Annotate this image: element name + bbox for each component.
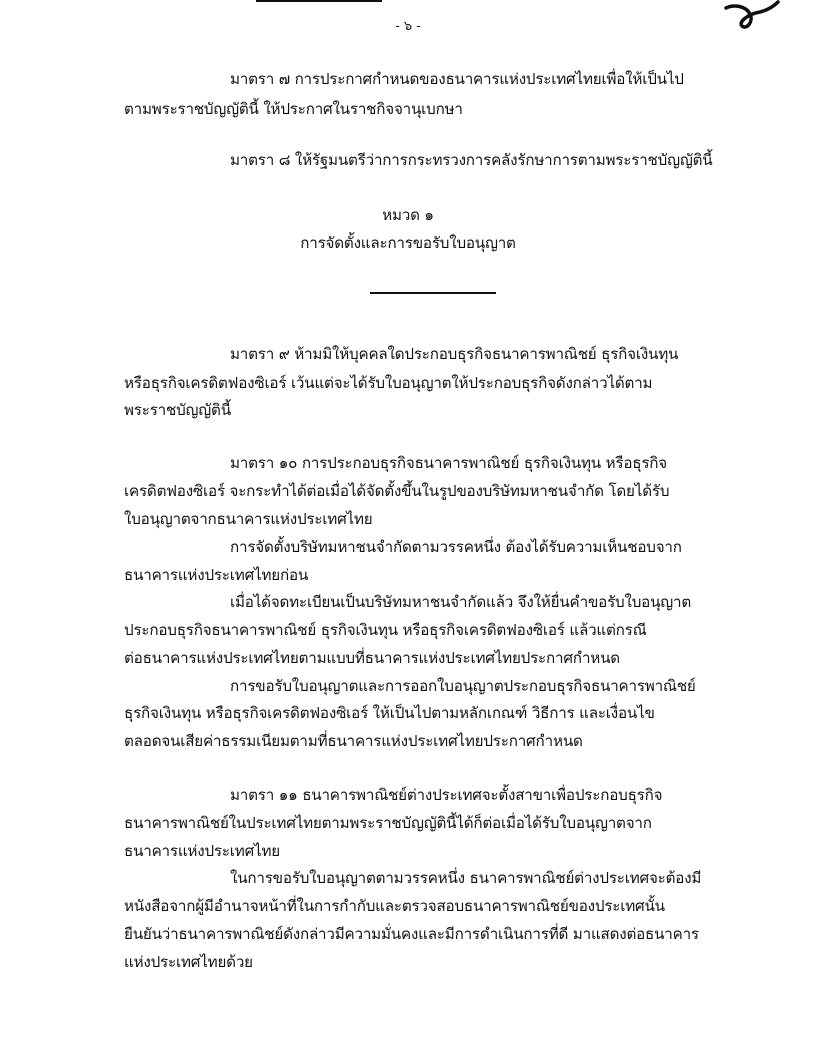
section-10-line-1: มาตรา ๑๐ การประกอบธุรกิจธนาคารพาณิชย์ ธุรกิจเงินทุน หรือธุรกิจ — [230, 454, 668, 472]
chapter-subtitle: การจัดตั้งและการขอรับใบอนุญาต — [300, 234, 516, 252]
section-10-line-8: ต่อธนาคารแห่งประเทศไทยตามแบบที่ธนาคารแห่งประเทศไทยประกาศกำหนด — [124, 649, 620, 667]
chapter-divider — [370, 292, 496, 294]
section-8-line-1: มาตรา ๘ ให้รัฐมนตรีว่าการกระทรวงการคลังรักษาการตามพระราชบัญญัตินี้ — [230, 151, 713, 169]
section-11-line-1: มาตรา ๑๑ ธนาคารพาณิชย์ต่างประเทศจะตั้งสาขาเพื่อประกอบธุรกิจ — [230, 786, 663, 804]
section-11-line-3: ธนาคารแห่งประเทศไทย — [124, 842, 280, 860]
section-10-line-9: การขอรับใบอนุญาตและการออกใบอนุญาตประกอบธุรกิจธนาคารพาณิชย์ — [230, 677, 696, 695]
section-7-line-1: มาตรา ๗ การประกาศกำหนดของธนาคารแห่งประเทศไทยเพื่อให้เป็นไป — [230, 70, 684, 88]
section-11-line-5: หนังสือจากผู้มีอำนาจหน้าที่ในการกำกับและตรวจสอบธนาคารพาณิชย์ของประเทศนั้น — [124, 897, 665, 915]
section-9-line-3: พระราชบัญญัตินี้ — [124, 401, 231, 419]
chapter-title: หมวด ๑ — [382, 206, 434, 224]
section-10-line-7: ประกอบธุรกิจธนาคารพาณิชย์ ธุรกิจเงินทุน หรือธุรกิจเครดิตฟองซิเอร์ แล้วแต่กรณี — [124, 621, 647, 639]
section-10-line-11: ตลอดจนเสียค่าธรรมเนียมตามที่ธนาคารแห่งประเทศไทยประกาศกำหนด — [124, 732, 583, 750]
section-9-line-1: มาตรา ๙ ห้ามมิให้บุคคลใดประกอบธุรกิจธนาคารพาณิชย์ ธุรกิจเงินทุน — [230, 345, 679, 363]
section-10-line-3: ใบอนุญาตจากธนาคารแห่งประเทศไทย — [124, 510, 373, 528]
section-9-line-2: หรือธุรกิจเครดิตฟองซิเอร์ เว้นแต่จะได้รับใบอนุญาตให้ประกอบธุรกิจดังกล่าวได้ตาม — [124, 374, 653, 392]
section-11-line-6: ยืนยันว่าธนาคารพาณิชย์ดังกล่าวมีความมั่นคงและมีการดำเนินการที่ดี มาแสดงต่อธนาคาร — [124, 925, 699, 943]
section-11-line-2: ธนาคารพาณิชย์ในประเทศไทยตามพระราชบัญญัตินี้ได้ก็ต่อเมื่อได้รับใบอนุญาตจาก — [124, 814, 652, 832]
section-10-line-6: เมื่อได้จดทะเบียนเป็นบริษัทมหาชนจำกัดแล้ว จึงให้ยื่นคำขอรับใบอนุญาต — [230, 593, 691, 611]
page-number: - ๖ - — [395, 19, 421, 34]
section-11-line-7: แห่งประเทศไทยด้วย — [124, 953, 253, 971]
section-10-line-4: การจัดตั้งบริษัทมหาชนจำกัดตามวรรคหนึ่ง ต้องได้รับความเห็นชอบจาก — [230, 538, 682, 556]
section-10-line-5: ธนาคารแห่งประเทศไทยก่อน — [124, 566, 309, 584]
section-10-line-10: ธุรกิจเงินทุน หรือธุรกิจเครดิตฟองซิเอร์ ให้เป็นไปตามหลักเกณฑ์ วิธีการ และเงื่อนไข — [124, 704, 655, 722]
section-7-line-2: ตามพระราชบัญญัตินี้ ให้ประกาศในราชกิจจานุเบกษา — [124, 100, 463, 118]
section-11-line-4: ในการขอรับใบอนุญาตตามวรรคหนึ่ง ธนาคารพาณิชย์ต่างประเทศจะต้องมี — [230, 869, 702, 887]
section-10-line-2: เครดิตฟองซิเอร์ จะกระทำได้ต่อเมื่อได้จัดตั้งขึ้นในรูปของบริษัทมหาชนจำกัด โดยได้รับ — [124, 482, 670, 500]
top-rule — [256, 0, 382, 2]
